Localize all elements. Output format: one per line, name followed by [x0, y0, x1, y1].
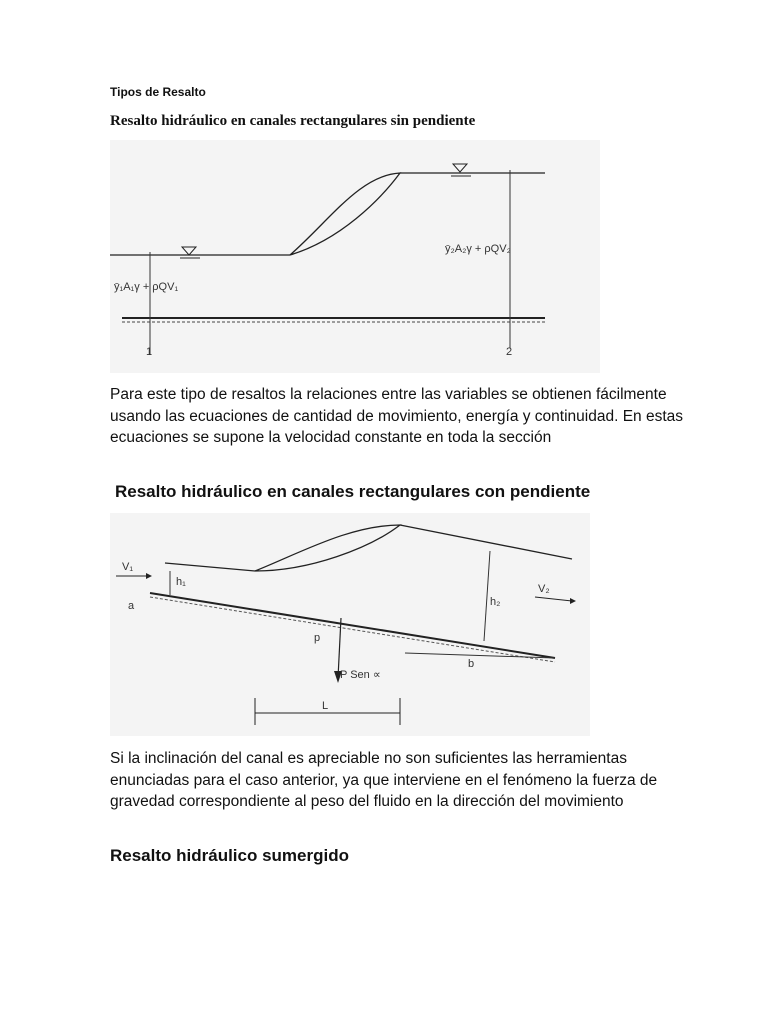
- section2-title: Resalto hidráulico en canales rectangulares con pendiente: [115, 482, 591, 501]
- label-h1: h₁: [176, 576, 186, 588]
- velocity-arrow-2: [535, 597, 572, 601]
- label-v1: V₁: [122, 561, 134, 573]
- label-right-force: ȳ₂A₂γ + ρQV₂: [445, 243, 511, 255]
- diagram-horizontal: [110, 140, 600, 373]
- upstream-surface: [165, 563, 255, 571]
- label-left-force: ȳ₁A₁γ + ρQV₁: [114, 281, 179, 293]
- label-length: L: [322, 700, 329, 712]
- figure-jump-horizontal: [110, 140, 600, 373]
- jump-roller: [290, 173, 400, 255]
- section1-title: Resalto hidráulico en canales rectangulares sin pendiente: [110, 113, 476, 129]
- label-h2: h₂: [490, 596, 501, 608]
- label-a: a: [128, 600, 135, 612]
- water-level-icon: [453, 164, 467, 172]
- section1-paragraph: Para este tipo de resaltos la relaciones entre las variables se obtienen fácilmente usando las ecuaciones de cantidad de movimiento, energía y continuidad. En estas ecuaciones se supone la velocidad constante en toda la sección: [110, 386, 684, 446]
- diagram-sloped: [110, 513, 590, 736]
- section-1-label: 1: [146, 346, 153, 358]
- water-level-icon: [182, 247, 196, 255]
- page-heading: Tipos de Resalto: [110, 85, 206, 99]
- section3-title: Resalto hidráulico sumergido: [110, 846, 349, 865]
- figure-jump-sloped: [110, 513, 590, 736]
- label-v2: V₂: [538, 583, 550, 595]
- jump-roller: [255, 525, 400, 571]
- label-p: p: [314, 632, 321, 644]
- label-b: b: [468, 658, 475, 670]
- section2-paragraph: Si la inclinación del canal es apreciable no son suficientes las herramientas enunciadas para el caso anterior, ya que interviene en el fenómeno la fuerza de gravedad correspondiente al peso del fluido en la dirección del movimiento: [110, 750, 658, 810]
- section-2-label: 2: [506, 346, 513, 358]
- label-force: P Sen ∝: [340, 669, 381, 681]
- downstream-surface: [400, 525, 572, 559]
